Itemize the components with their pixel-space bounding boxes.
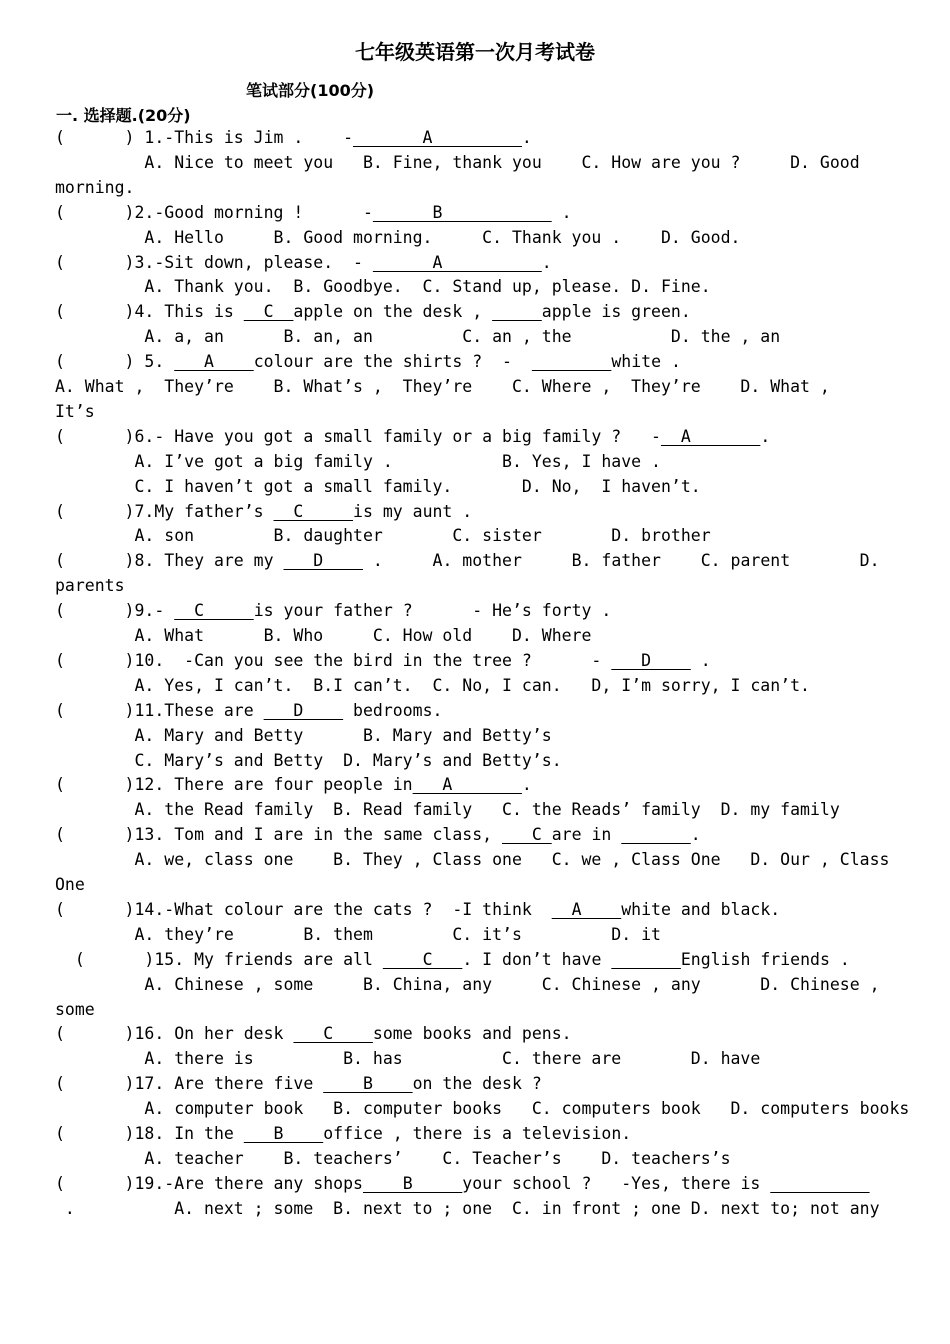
line-text: ( )9.- <box>55 601 175 621</box>
text-line <box>55 201 572 225</box>
answer-blank: B <box>372 202 552 222</box>
line-text: . <box>690 825 701 845</box>
line-text: ( )18. In the <box>55 1124 244 1143</box>
answer-blank: C <box>273 501 354 521</box>
text-line <box>55 649 711 673</box>
text-line <box>55 176 134 200</box>
line-text: A. Hello B. Good morning. C. Thank you . D. Good. <box>55 227 741 247</box>
line-text: ( )17. Are there five <box>55 1074 324 1094</box>
line-text: ( )10. -Can you see the bird in the tree ? - <box>55 650 612 670</box>
answer-blank <box>611 950 681 969</box>
line-text: . <box>551 202 572 222</box>
line-text: A. computer book B. computer books C. computers book D. computers books <box>55 1099 910 1119</box>
text-line <box>55 998 95 1022</box>
answer-blank <box>621 825 691 844</box>
line-text: . I don’t have <box>462 949 612 969</box>
answer-blank: A <box>174 352 254 372</box>
line-text: One <box>55 875 85 894</box>
line-text: It’s <box>55 401 95 421</box>
answer-blank: C <box>382 949 463 969</box>
text-line <box>55 300 691 324</box>
text-line <box>55 674 810 698</box>
text-line <box>55 923 661 947</box>
answer-blank: B <box>362 1173 463 1193</box>
line-text: A. they’re B. them C. it’s D. it <box>55 924 661 944</box>
line-text: ( )16. On her desk <box>55 1024 294 1044</box>
line-text: parents <box>55 576 125 596</box>
text-line <box>55 873 85 897</box>
text-line <box>55 275 711 299</box>
text-line <box>55 549 880 573</box>
text-line <box>55 151 860 175</box>
line-text: A. a, an B. an, an C. an , the D. the , an <box>55 327 781 347</box>
line-text: . <box>541 252 552 272</box>
line-text: . A. mother B. father C. parent D. <box>362 551 880 571</box>
answer-blank <box>770 1174 869 1193</box>
line-text: . <box>760 426 771 446</box>
answer-blank: A <box>412 775 522 795</box>
line-text: bedrooms. <box>343 700 443 720</box>
answer-blank <box>492 302 542 321</box>
line-text: ( )15. My friends are all <box>55 949 383 969</box>
line-text: are in <box>551 825 622 845</box>
text-line <box>55 425 770 449</box>
answer-blank: B <box>243 1124 324 1143</box>
text-line <box>55 1197 880 1221</box>
answer-blank <box>532 352 611 371</box>
line-text: . A. next ; some B. next to ; one C. in front ; one D. next to; not any <box>55 1198 880 1218</box>
text-line <box>55 1097 909 1121</box>
line-text: ( )13. Tom and I are in the same class, <box>55 825 503 845</box>
line-text: English friends . <box>680 949 850 969</box>
answer-blank: C <box>293 1024 373 1044</box>
line-text: ( )2.-Good morning ! - <box>55 202 373 222</box>
line-text: A. son B. daughter C. sister D. brother <box>55 526 711 546</box>
text-line <box>55 948 850 972</box>
answer-blank: D <box>283 551 363 571</box>
line-text: A. What , They’re B. What’s , They’re C. Where , They’re D. What , <box>55 377 830 396</box>
text-line <box>55 226 740 250</box>
text-line <box>55 973 880 997</box>
line-text: ( )6.- Have you got a small family or a big family ? - <box>55 426 661 446</box>
line-text: A. Mary and Betty B. Mary and Betty’s <box>55 725 552 745</box>
text-line <box>55 699 442 723</box>
line-text: white and black. <box>621 899 781 919</box>
line-text: . <box>521 128 532 147</box>
line-text: . <box>521 775 532 795</box>
line-text: your school ? -Yes, there is <box>462 1173 771 1193</box>
line-text: ( ) 1.-This is Jim . - <box>55 128 354 147</box>
text-line <box>55 1172 870 1196</box>
line-text: A. Thank you. B. Goodbye. C. Stand up, please. D. Fine. <box>55 277 711 297</box>
line-text: ( )7.My father’s <box>55 501 274 521</box>
answer-blank: A <box>660 426 761 446</box>
line-text: is your father ? - He’s forty . <box>253 601 612 621</box>
line-text: C. I haven’t got a small family. D. No, I haven’t. <box>55 476 701 496</box>
line-text: on the desk ? <box>412 1074 542 1094</box>
answer-blank: C <box>174 601 254 621</box>
line-text: . <box>690 650 711 670</box>
text-line <box>55 325 780 349</box>
text-line <box>55 798 840 822</box>
text-line <box>55 823 701 847</box>
line-text: ( )12. There are four people in <box>55 775 413 795</box>
text-line <box>55 475 701 499</box>
text-line <box>55 524 711 548</box>
text-line <box>55 1072 542 1096</box>
text-line <box>55 126 532 150</box>
line-text: ( )14.-What colour are the cats ? -I think <box>55 899 552 919</box>
line-text: A. Chinese , some B. China, any C. Chinese , any D. Chinese , <box>55 974 880 994</box>
line-text: ( )19.-Are there any shops <box>55 1173 363 1193</box>
exam-title: 七年级英语第一次月考试卷 <box>355 40 595 64</box>
text-line <box>55 898 780 922</box>
line-text: is my aunt . <box>353 501 473 521</box>
line-text: colour are the shirts ? - <box>253 352 532 372</box>
line-text: morning. <box>55 177 135 197</box>
text-line <box>55 848 889 872</box>
text-line <box>55 773 532 797</box>
answer-blank: C <box>502 825 552 845</box>
answer-blank: A <box>372 252 542 272</box>
text-line <box>55 400 95 424</box>
answer-blank: D <box>263 700 344 720</box>
line-text: A. we, class one B. They , Class one C. we , Class One D. Our , Class <box>55 850 890 870</box>
text-line <box>55 350 681 374</box>
line-text: ( ) 5. <box>55 352 175 372</box>
line-text: A. Yes, I can’t. B.I can’t. C. No, I can. D, I’m sorry, I can’t. <box>55 675 810 695</box>
line-text: apple on the desk , <box>293 302 493 322</box>
text-line <box>55 375 830 399</box>
answer-blank: A <box>551 899 622 919</box>
line-text: ( )8. They are my <box>55 551 284 571</box>
line-text: ( )11.These are <box>55 700 264 720</box>
text-line <box>55 1122 631 1146</box>
line-text: A. What B. Who C. How old D. Where <box>55 626 592 645</box>
line-text: ( )4. This is <box>55 302 244 322</box>
text-line <box>55 574 125 598</box>
line-text: A. teacher B. teachers’ C. Teacher’s D. teachers’s <box>55 1148 731 1168</box>
line-text: office , there is a television. <box>323 1124 632 1143</box>
answer-blank: A <box>353 128 522 147</box>
line-text: some books and pens. <box>372 1024 572 1044</box>
line-text: A. Nice to meet you B. Fine, thank you C. How are you ? D. Good <box>55 152 860 172</box>
line-text: white . <box>611 352 681 372</box>
line-text: some <box>55 999 95 1019</box>
line-text: A. there is B. has C. there are D. have <box>55 1049 761 1069</box>
line-text: A. the Read family B. Read family C. the Reads’ family D. my family <box>55 800 840 820</box>
text-line <box>55 599 611 623</box>
text-line <box>55 749 562 773</box>
answer-blank: C <box>243 302 294 322</box>
text-line <box>55 1047 760 1071</box>
line-text: apple is green. <box>541 302 691 322</box>
answer-blank: B <box>323 1074 413 1094</box>
section-heading: 一. 选择题.(20分) <box>56 106 191 125</box>
answer-blank: D <box>611 650 691 670</box>
line-text: ( )3.-Sit down, please. - <box>55 252 373 272</box>
text-line <box>55 251 552 275</box>
text-line <box>55 724 552 748</box>
text-line <box>55 1147 731 1171</box>
text-line <box>55 500 472 524</box>
exam-subtitle: 笔试部分(100分) <box>246 81 375 100</box>
text-line <box>55 1022 572 1046</box>
text-line <box>55 450 661 474</box>
line-text: A. I’ve got a big family . B. Yes, I have . <box>55 451 661 471</box>
text-line <box>55 624 591 648</box>
line-text: C. Mary’s and Betty D. Mary’s and Betty’s. <box>55 750 562 770</box>
